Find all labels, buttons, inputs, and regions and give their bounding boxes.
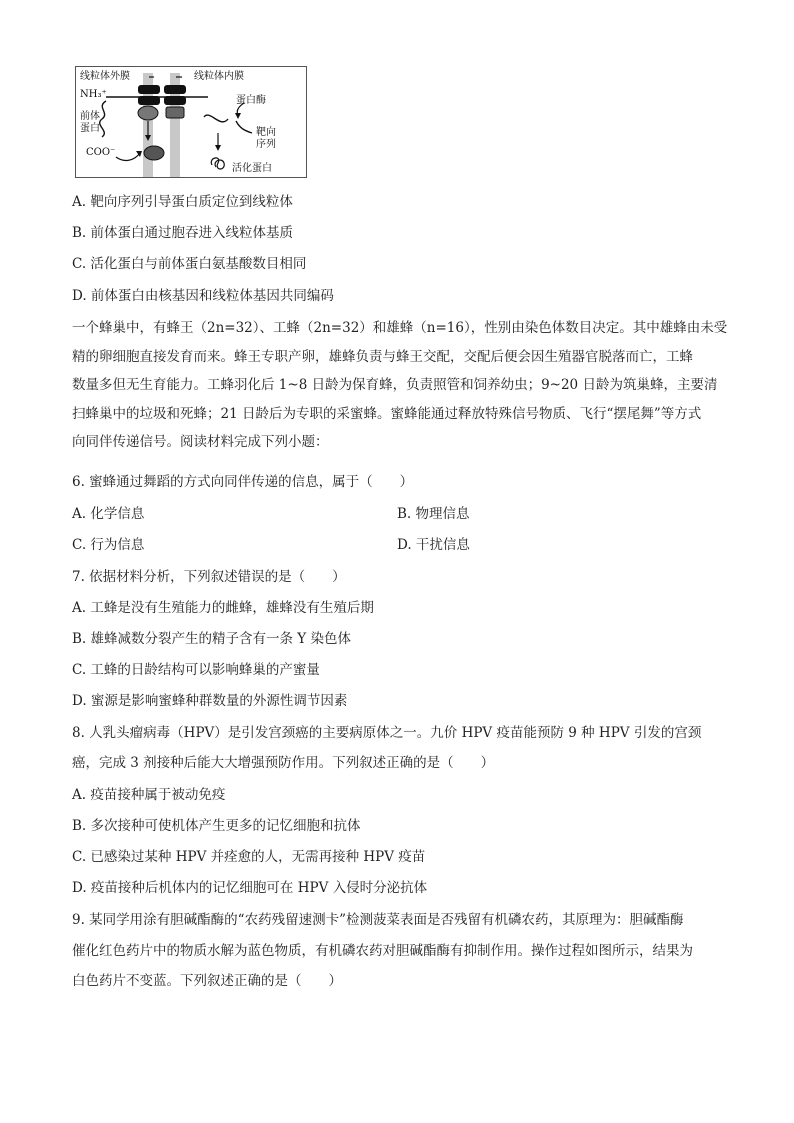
q5-option-d: D. 前体蛋白由核基因和线粒体基因共同编码 <box>72 288 334 304</box>
label-outer-membrane: 线粒体外膜 <box>80 71 130 82</box>
q6-stem: 6. 蜜蜂通过舞蹈的方式向同伴传递的信息，属于（ ） <box>72 474 414 490</box>
q7-stem: 7. 依据材料分析，下列叙述错误的是（ ） <box>72 569 346 585</box>
q6-option-c: C. 行为信息 <box>72 537 145 553</box>
receptor-oval <box>138 106 158 120</box>
label-inner-membrane: 线粒体内膜 <box>194 71 244 82</box>
target-seq-line <box>236 121 252 133</box>
q8-option-c: C. 已感染过某种 HPV 并痊愈的人，无需再接种 HPV 疫苗 <box>72 849 426 865</box>
q7-option-d: D. 蜜源是影响蜜蜂种群数量的外源性调节因素 <box>72 693 348 709</box>
inner-receptor <box>166 107 184 118</box>
label-precursor-2: 蛋白 <box>80 123 100 134</box>
passage-line: 精的卵细胞直接发育而来。蜂王专职产卵，雄蜂负责与蜂王交配，交配后便会因生殖器官脱落而亡，工蜂 <box>72 348 693 365</box>
matrix-chain <box>204 115 228 122</box>
q9-stem-line-1: 9. 某同学用涂有胆碱酯酶的“农药残留速测卡”检测菠菜表面是否残留有机磷农药，其原理为：胆碱酯酶 <box>72 912 684 928</box>
lower-receptor <box>144 146 164 160</box>
passage <box>72 314 728 457</box>
passage-line: 向同伴传递信号。阅读材料完成下列小题： <box>72 434 329 450</box>
label-protease: 蛋白酶 <box>236 95 266 106</box>
inner-translocase-top <box>164 85 186 94</box>
q6-option-b: B. 物理信息 <box>397 506 470 522</box>
q8-option-a: A. 疫苗接种属于被动免疫 <box>72 787 226 803</box>
label-active-protein: 活化蛋白 <box>232 163 272 174</box>
label-coo: COO⁻ <box>86 147 116 158</box>
label-target-2: 序列 <box>256 139 276 150</box>
q8-option-b: B. 多次接种可使机体产生更多的记忆细胞和抗体 <box>72 818 361 834</box>
q6-option-d: D. 干扰信息 <box>397 537 470 553</box>
q8-stem-line-1: 8. 人乳头瘤病毒（HPV）是引发宫颈癌的主要病原体之一。九价 HPV 疫苗能预防 9 种 HPV 引发的宫颈 <box>72 725 702 741</box>
label-precursor-1: 前体 <box>80 111 100 122</box>
precursor-wave <box>100 101 106 137</box>
outer-translocase-top <box>138 85 160 94</box>
q5-option-a: A. 靶向序列引导蛋白质定位到线粒体 <box>72 194 293 210</box>
q8-option-d: D. 疫苗接种后机体内的记忆细胞可在 HPV 入侵时分泌抗体 <box>72 880 428 896</box>
mitochondria-diagram <box>76 67 308 179</box>
label-nh3: NH₃⁺ <box>80 89 107 100</box>
q9-stem-line-3: 白色药片不变蓝。下列叙述正确的是（ ） <box>72 973 342 989</box>
q7-option-b: B. 雄蜂减数分裂产生的精子含有一条 Y 染色体 <box>72 631 351 647</box>
q7-option-a: A. 工蜂是没有生殖能力的雌蜂，雄蜂没有生殖后期 <box>72 600 374 616</box>
passage-line: 数量多但无生育能力。工蜂羽化后 1~8 日龄为保育蜂，负责照管和饲养幼虫；9~20 日龄为筑巢蜂，主要清 <box>72 377 718 393</box>
q9-stem-line-2: 催化红色药片中的物质水解为蓝色物质，有机磷农药对胆碱酯酶有抑制作用。操作过程如图所示，结果为 <box>72 943 693 959</box>
q7-option-c: C. 工蜂的日龄结构可以影响蜂巢的产蜜量 <box>72 662 320 678</box>
q5-option-b: B. 前体蛋白通过胞吞进入线粒体基质 <box>72 225 294 241</box>
passage-line: 扫蜂巢中的垃圾和死蜂；21 日龄后为专职的采蜜蜂。蜜蜂能通过释放特殊信号物质、飞行“摆尾舞”等方式 <box>72 405 702 422</box>
q6-option-a: A. 化学信息 <box>72 506 145 522</box>
q8-stem-line-2: 癌，完成 3 剂接种后能大大增强预防作用。下列叙述正确的是（ ） <box>72 755 495 771</box>
q5-option-c: C. 活化蛋白与前体蛋白氨基酸数目相同 <box>72 256 307 272</box>
passage-line: 一个蜂巢中，有蜂王（2n=32）、工蜂（2n=32）和雄蜂（n=16），性别由染色体数目决定。其中雄蜂由未受 <box>72 320 728 336</box>
label-target-1: 靶向 <box>256 127 276 138</box>
active-protein-coil <box>211 158 224 169</box>
mitochondria-figure <box>75 66 307 178</box>
